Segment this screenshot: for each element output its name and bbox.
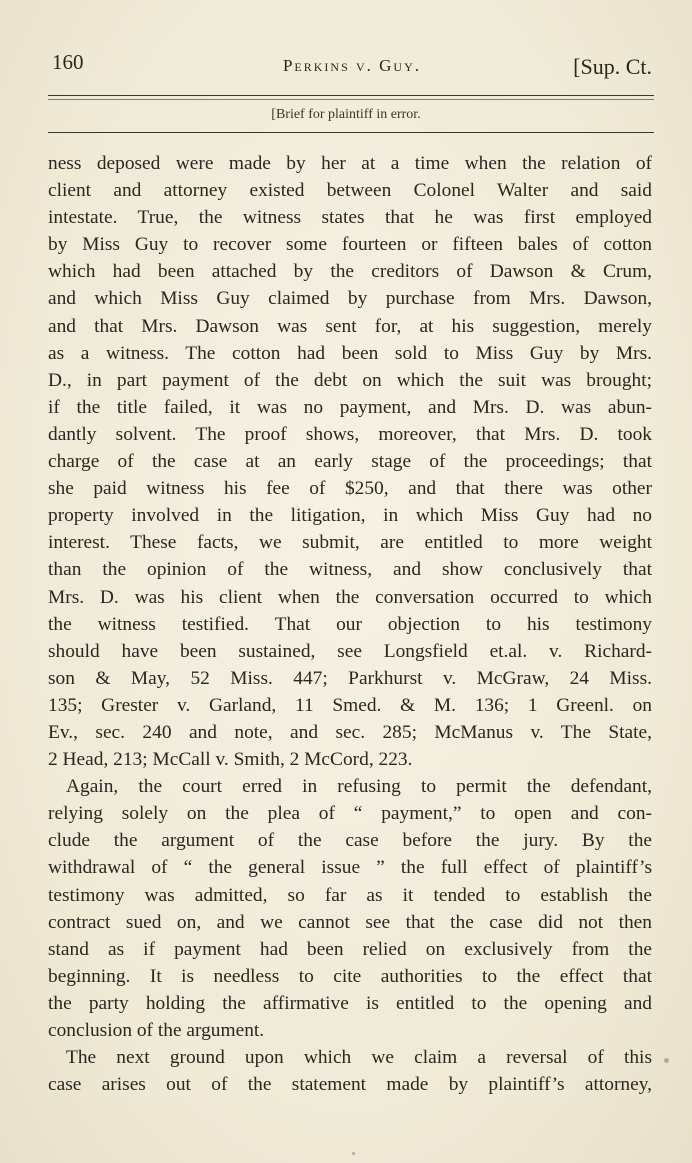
text-line: intestate. True, the witness states that he was first employed	[48, 207, 652, 229]
text-line: stand as if payment had been relied on exclusively from the	[48, 938, 652, 960]
text-line: which had been attached by the creditors of Dawson & Crum,	[48, 261, 652, 283]
header-rule	[48, 95, 654, 96]
text-line: and which Miss Guy claimed by purchase from Mrs. Dawson,	[48, 288, 652, 310]
ink-speck	[664, 1058, 669, 1063]
running-header	[52, 50, 652, 84]
text-line: by Miss Guy to recover some fourteen or fifteen bales of cotton	[48, 234, 652, 256]
court-reference: [Sup. Ct.	[573, 54, 652, 79]
ink-speck	[352, 1152, 355, 1155]
text-line: Ev., sec. 240 and note, and sec. 285; McManus v. The State,	[48, 721, 652, 743]
text-line: ness deposed were made by her at a time when the relation of	[48, 153, 652, 174]
text-line: if the title failed, it was no payment, and Mrs. D. was abun-	[48, 396, 652, 418]
text-line: case arises out of the statement made by plaintiff’s attorney,	[48, 1074, 652, 1096]
text-line: D., in part payment of the debt on which the suit was brought;	[48, 369, 652, 391]
text-line: contract sued on, and we cannot see that the case did not then	[48, 911, 652, 933]
text-line: 135; Grester v. Garland, 11 Smed. & M. 136; 1 Greenl. on	[48, 694, 652, 716]
running-title: Perkins v. Guy.	[282, 56, 422, 75]
text-line: Mrs. D. was his client when the conversation occurred to which	[48, 586, 652, 608]
text-line: testimony was admitted, so far as it tended to establish the	[48, 884, 652, 906]
text-line: property involved in the litigation, in which Miss Guy had no	[48, 505, 652, 527]
section-subheading: [Brief for plaintiff in error.	[271, 107, 421, 122]
text-line: and that Mrs. Dawson was sent for, at his suggestion, merely	[48, 315, 652, 337]
text-line: the witness testified. That our objection to his testimony	[48, 613, 652, 635]
text-line: conclusion of the argument.	[48, 1020, 265, 1041]
subheading-rule	[48, 132, 654, 133]
text-line: son & May, 52 Miss. 447; Parkhurst v. McGraw, 24 Miss.	[48, 667, 652, 689]
text-line: The next ground upon which we claim a reversal of this	[66, 1047, 652, 1069]
text-line: client and attorney existed between Colonel Walter and said	[48, 180, 652, 202]
text-line: charge of the case at an early stage of the proceedings; that	[48, 451, 652, 473]
text-line: beginning. It is needless to cite authorities to the effect that	[48, 965, 652, 987]
text-line: clude the argument of the case before the jury. By the	[48, 830, 652, 852]
text-line: the party holding the affirmative is entitled to the opening and	[48, 992, 652, 1014]
page-number: 160	[52, 50, 84, 74]
text-line: dantly solvent. The proof shows, moreover, that Mrs. D. took	[48, 423, 652, 445]
body-text	[48, 150, 652, 1098]
text-line: 2 Head, 213; McCall v. Smith, 2 McCord, 223.	[48, 749, 413, 771]
text-line: she paid witness his fee of $250, and that there was other	[48, 478, 652, 500]
text-line: Again, the court erred in refusing to permit the defendant,	[66, 776, 652, 798]
text-line: interest. These facts, we submit, are entitled to more weight	[48, 532, 652, 554]
text-line: withdrawal of “ the general issue ” the full effect of plaintiff’s	[48, 857, 652, 879]
header-rule-thin	[48, 99, 654, 100]
text-line: relying solely on the plea of “ payment,” to open and con-	[48, 803, 652, 825]
text-line: than the opinion of the witness, and show conclusively that	[48, 559, 652, 581]
text-line: as a witness. The cotton had been sold to Miss Guy by Mrs.	[48, 342, 652, 364]
text-line: should have been sustained, see Longsfield et.al. v. Richard-	[48, 640, 652, 662]
